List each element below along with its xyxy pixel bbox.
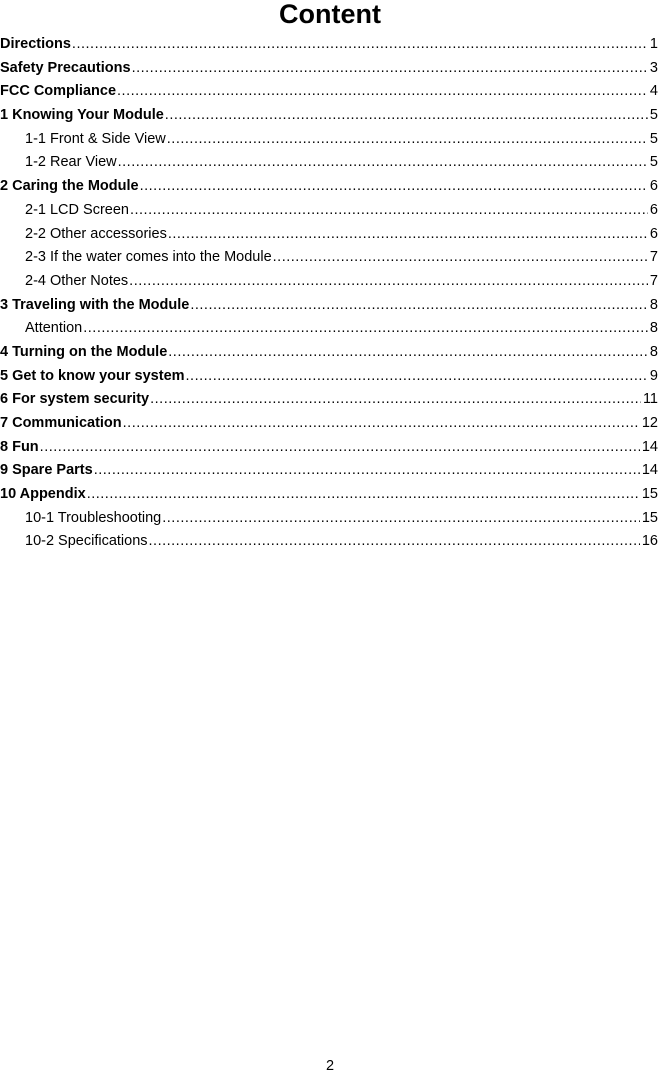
dot-leader [149,530,640,554]
page-title: Content [279,0,381,29]
dot-leader [40,436,640,460]
toc-entry-label: 4 Turning on the Module [0,343,168,360]
toc-entry[interactable] [0,483,658,507]
toc-entry-label: 1 Knowing Your Module [0,107,164,124]
dot-leader [140,175,648,199]
toc-entry-label: 5 Get to know your system [0,367,185,384]
toc-entry-page: 6 [649,225,658,242]
dot-leader [165,104,648,128]
toc-entry[interactable] [0,223,658,247]
toc-entry-page: 5 [649,130,658,147]
toc-entry[interactable] [0,436,658,460]
toc-entry-page: 7 [649,272,658,289]
toc-entry-label: Attention [25,320,83,337]
dot-leader [117,80,648,104]
toc-entry-label: 1-1 Front & Side View [25,130,166,147]
dot-leader [87,483,640,507]
toc-entry-label: 10-1 Troubleshooting [25,509,162,526]
toc-entry-label: 2-1 LCD Screen [25,201,129,218]
toc-entry-label: Safety Precautions [0,59,131,76]
dot-leader [129,270,648,294]
toc-entry-label: 2-2 Other accessories [25,225,167,242]
toc-entry-label: 2-3 If the water comes into the Module [25,249,272,266]
toc-entry-page: 6 [649,178,658,195]
toc-entry-page: 4 [649,83,658,100]
toc-entry[interactable] [0,104,658,128]
toc-entry-page: 5 [649,107,658,124]
toc-entry-page: 8 [649,320,658,337]
toc-entry[interactable] [0,388,658,412]
dot-leader [130,199,648,223]
toc-entry-page: 16 [641,533,658,550]
dot-leader [72,33,648,57]
toc-entry-page: 9 [649,367,658,384]
toc-entry-page: 5 [649,154,658,171]
toc-entry[interactable] [0,128,658,152]
toc-entry[interactable] [0,459,658,483]
toc-entry[interactable] [0,175,658,199]
dot-leader [162,507,640,531]
toc-entry-page: 15 [641,509,658,526]
toc-entry[interactable] [0,80,658,104]
dot-leader [190,294,648,318]
toc-entry-label: 2-4 Other Notes [25,272,129,289]
toc-entry-page: 8 [649,343,658,360]
toc-entry-label: 10-2 Specifications [25,533,148,550]
toc-entry[interactable] [0,33,658,57]
toc-entry[interactable] [0,341,658,365]
toc-entry[interactable] [0,365,658,389]
toc-entry-label: 6 For system security [0,391,150,408]
dot-leader [123,412,640,436]
dot-leader [186,365,648,389]
toc-entry[interactable] [0,317,658,341]
toc-entry-label: 7 Communication [0,415,122,431]
toc-entry-page: 11 [642,391,658,408]
toc-entry-label: 3 Traveling with the Module [0,296,190,313]
toc-entry[interactable] [0,507,658,531]
dot-leader [168,223,648,247]
dot-leader [132,57,648,81]
toc-entry-page: 15 [641,486,658,503]
toc-entry-label: 9 Spare Parts [0,462,93,479]
page-number: 2 [325,1058,335,1074]
toc-entry[interactable] [0,246,658,270]
toc-entry[interactable] [0,57,658,81]
dot-leader [83,317,648,341]
toc-entry-page: 8 [649,296,658,313]
toc-entry-page: 14 [641,462,658,479]
dot-leader [167,128,648,152]
toc-entry-page: 12 [641,415,658,431]
dot-leader [150,388,641,412]
toc-entry[interactable] [0,199,658,223]
toc-entry[interactable] [0,412,658,436]
toc-entry[interactable] [0,270,658,294]
toc-entry-page: 3 [649,59,658,76]
toc-entry[interactable] [0,294,658,318]
dot-leader [94,459,640,483]
dot-leader [168,341,648,365]
toc-entry-label: FCC Compliance [0,83,117,100]
toc-entry-page: 7 [649,249,658,266]
toc-entry[interactable] [0,151,658,175]
toc-entry-page: 14 [641,438,658,455]
toc-entry-label: Directions [0,36,71,52]
toc-entry-page: 6 [649,201,658,218]
table-of-contents [0,33,658,554]
toc-entry-label: 2 Caring the Module [0,178,139,195]
toc-entry[interactable] [0,530,658,554]
toc-entry-page: 1 [649,36,658,52]
dot-leader [273,246,648,270]
toc-entry-label: 1-2 Rear View [25,154,117,171]
toc-entry-label: 8 Fun [0,438,39,455]
toc-entry-label: 10 Appendix [0,486,86,503]
dot-leader [118,151,648,175]
